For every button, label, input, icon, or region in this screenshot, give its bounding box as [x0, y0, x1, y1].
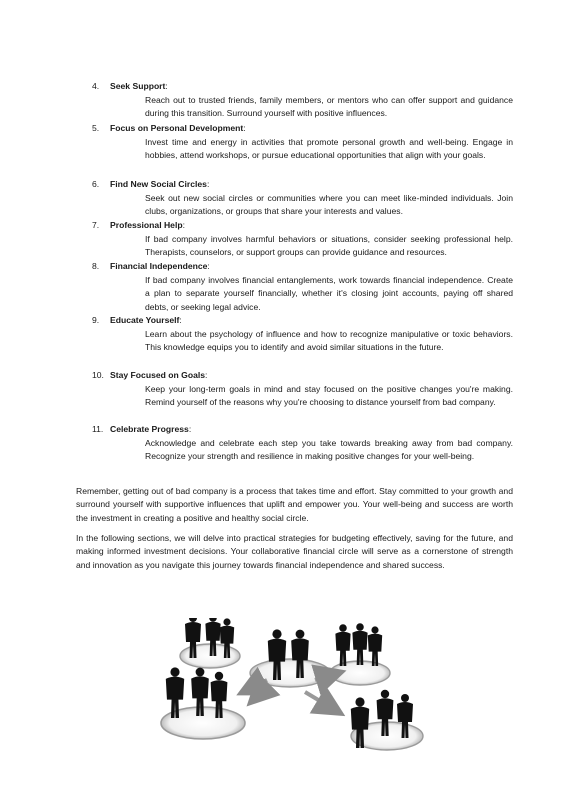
person-silhouette: [335, 632, 350, 666]
person-head: [223, 618, 230, 625]
list-item-heading: [92, 178, 209, 191]
list-colon: :: [165, 81, 168, 91]
list-title: Educate Yourself: [110, 315, 180, 325]
person-head: [339, 624, 347, 632]
list-colon: :: [243, 123, 246, 133]
person-head: [272, 629, 281, 638]
person-head: [401, 694, 409, 702]
person-silhouette: [352, 631, 367, 665]
person-head: [209, 618, 217, 622]
people-network-icon: [155, 618, 425, 758]
list-item-body: Acknowledge and celebrate each step you take towards breaking away from bad company. Recognize your strength and resilience in making positive changes for your well-being.: [145, 438, 513, 462]
list-item-heading: [92, 80, 168, 93]
list-colon: :: [182, 220, 185, 230]
list-item-heading: [92, 219, 185, 232]
list-title: Find New Social Circles: [110, 179, 207, 189]
list-item-heading: [92, 423, 191, 436]
list-colon: :: [205, 370, 208, 380]
list-number: 4.: [92, 81, 100, 91]
list-item-heading: [92, 314, 182, 327]
list-item-body: If bad company involves financial entanglements, work towards financial independence. Create a plan to separate yourself financially, whether it's closing joint accounts, paying off shared debts, or seeking legal advice.: [145, 275, 513, 312]
body-paragraph: In the following sections, we will delve into practical strategies for budgeting effectively, saving for the future, and making informed investment decisions. Your collaborative financial circle will serve as a cornerstone of strength and innovation as you navigate this journey towards financial independence and shared success.: [76, 533, 513, 570]
person-head: [196, 668, 205, 677]
list-item-body: Invest time and energy in activities that promote personal growth and well-being. Engage in hobbies, attend workshops, or pursue educational opportunities that align with your goals.: [145, 137, 513, 161]
list-title: Financial Independence: [110, 261, 208, 271]
person-head: [296, 630, 305, 639]
list-title: Professional Help: [110, 220, 183, 230]
body-paragraph: Remember, getting out of bad company is a process that takes time and effort. Stay committed to your growth and surround yourself with supportive influences that uplift and empower you. Your well-being and success are worth the investment in creating a positive and healthy social circle.: [76, 486, 513, 523]
list-number: 9.: [92, 315, 100, 325]
list-item-body: Seek out new social circles or communities where you can meet like-minded individuals. Join clubs, organizations, or groups that share your interests and values.: [145, 193, 513, 217]
list-item-body: Keep your long-term goals in mind and stay focused on the positive changes you're making. Remind yourself of the reasons why you're choosing to distance yourself from bad company.: [145, 384, 513, 408]
list-item-body: Reach out to trusted friends, family members, or mentors who can offer support and guidance during this transition. Surround yourself with positive influences.: [145, 95, 513, 119]
list-title: Focus on Personal Development: [110, 123, 244, 133]
list-number: 5.: [92, 123, 100, 133]
list-item-body: Learn about the psychology of influence and how to recognize manipulative or toxic behaviors. This knowledge equips you to identify and avoid similar situations in the future.: [145, 329, 513, 353]
list-title: Seek Support: [110, 81, 166, 91]
list-number: 10.: [92, 370, 104, 380]
list-number: 6.: [92, 179, 100, 189]
list-item-heading: [92, 369, 207, 382]
person-head: [371, 626, 378, 633]
list-colon: :: [188, 424, 192, 434]
list-item-heading: [92, 260, 210, 273]
person-head: [381, 690, 389, 698]
person-head: [189, 618, 197, 622]
person-head: [170, 667, 179, 676]
list-item-heading: [92, 122, 246, 135]
person-head: [356, 623, 364, 631]
list-title: Stay Focused on Goals: [110, 370, 206, 380]
group-disc: [330, 661, 390, 685]
person-head: [215, 672, 223, 680]
list-number: 8.: [92, 261, 100, 271]
list-colon: :: [206, 179, 210, 189]
list-number: 11.: [92, 424, 104, 434]
list-number: 7.: [92, 220, 100, 230]
list-title: Celebrate Progress: [110, 424, 189, 434]
list-item-body: If bad company involves harmful behaviors or situations, consider seeking professional help. Therapists, counselors, or support groups can provide guidance and resources.: [145, 234, 513, 258]
list-colon: :: [207, 261, 210, 271]
person-head: [355, 697, 364, 706]
list-colon: :: [179, 315, 182, 325]
